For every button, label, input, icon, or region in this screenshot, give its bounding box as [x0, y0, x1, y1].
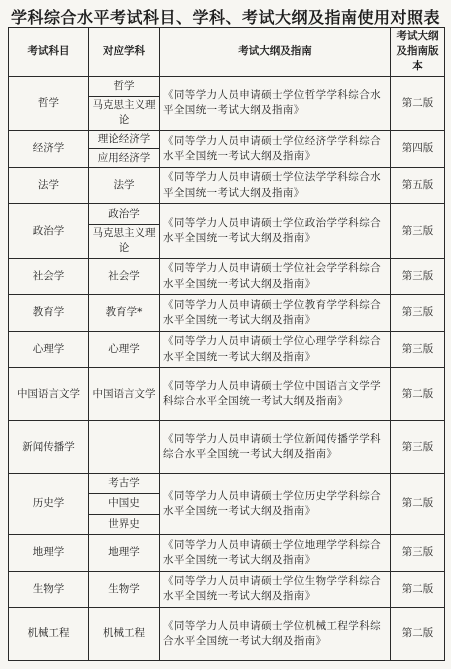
- syllabus-cell: 《同等学力人员申请硕士学位政治学学科综合水平全国统一考试大纲及指南》: [160, 204, 391, 258]
- discipline-cell: 心理学: [89, 331, 160, 368]
- discipline-cell: 中国史: [89, 494, 160, 514]
- discipline-cell: 应用经济学: [89, 149, 160, 168]
- discipline-cell: 生物学: [89, 571, 160, 608]
- table-row: [9, 421, 445, 474]
- discipline-cell: 地理学: [89, 535, 160, 572]
- subject-cell: 机械工程: [9, 608, 89, 661]
- subject-cell: 经济学: [9, 130, 89, 167]
- discipline-cell: 世界史: [89, 514, 160, 534]
- table-row: [9, 130, 445, 149]
- discipline-cell: 马克思主义理论: [89, 224, 160, 258]
- subject-cell: 法学: [9, 167, 89, 204]
- discipline-cell: 政治学: [89, 204, 160, 224]
- comparison-table: [8, 27, 445, 661]
- discipline-cell: 社会学: [89, 258, 160, 295]
- subject-cell: 哲学: [9, 76, 89, 130]
- header-row: [9, 28, 445, 77]
- header-discipline: 对应学科: [89, 28, 160, 77]
- edition-cell: 第三版: [391, 258, 445, 295]
- syllabus-cell: 《同等学力人员申请硕士学位教育学学科综合水平全国统一考试大纲及指南》: [160, 295, 391, 332]
- discipline-cell: 机械工程: [89, 608, 160, 661]
- discipline-cell: [89, 421, 160, 474]
- discipline-cell: 马克思主义理论: [89, 96, 160, 130]
- syllabus-cell: 《同等学力人员申请硕士学位法学学科综合水平全国统一考试大纲及指南》: [160, 167, 391, 204]
- discipline-cell: 法学: [89, 167, 160, 204]
- edition-cell: 第三版: [391, 535, 445, 572]
- subject-cell: 地理学: [9, 535, 89, 572]
- syllabus-cell: 《同等学力人员申请硕士学位历史学学科综合水平全国统一考试大纲及指南》: [160, 474, 391, 535]
- edition-cell: 第二版: [391, 368, 445, 421]
- subject-cell: 历史学: [9, 474, 89, 535]
- discipline-cell: 中国语言文学: [89, 368, 160, 421]
- subject-cell: 社会学: [9, 258, 89, 295]
- edition-cell: 第三版: [391, 295, 445, 332]
- header-edition: 考试大纲及指南版本: [391, 28, 445, 77]
- header-subject: 考试科目: [9, 28, 89, 77]
- edition-cell: 第二版: [391, 571, 445, 608]
- syllabus-cell: 《同等学力人员申请硕士学位哲学学科综合水平全国统一考试大纲及指南》: [160, 76, 391, 130]
- document-title: 学科综合水平考试科目、学科、考试大纲及指南使用对照表: [10, 8, 440, 27]
- table-row: [9, 76, 445, 96]
- syllabus-cell: 《同等学力人员申请硕士学位新闻传播学学科综合水平全国统一考试大纲及指南》: [160, 421, 391, 474]
- syllabus-cell: 《同等学力人员申请硕士学位中国语言文学学科综合水平全国统一考试大纲及指南》: [160, 368, 391, 421]
- syllabus-cell: 《同等学力人员申请硕士学位心理学学科综合水平全国统一考试大纲及指南》: [160, 331, 391, 368]
- edition-cell: 第二版: [391, 474, 445, 535]
- table-row: [9, 204, 445, 224]
- table-row: [9, 331, 445, 368]
- table-row: [9, 258, 445, 295]
- syllabus-cell: 《同等学力人员申请硕士学位经济学学科综合水平全国统一考试大纲及指南》: [160, 130, 391, 167]
- edition-cell: 第二版: [391, 76, 445, 130]
- discipline-cell: 哲学: [89, 76, 160, 96]
- edition-cell: 第三版: [391, 331, 445, 368]
- table-row: [9, 535, 445, 572]
- subject-cell: 新闻传播学: [9, 421, 89, 474]
- table-row: [9, 608, 445, 661]
- edition-cell: 第四版: [391, 130, 445, 167]
- subject-cell: 教育学: [9, 295, 89, 332]
- syllabus-cell: 《同等学力人员申请硕士学位地理学学科综合水平全国统一考试大纲及指南》: [160, 535, 391, 572]
- syllabus-cell: 《同等学力人员申请硕士学位生物学学科综合水平全国统一考试大纲及指南》: [160, 571, 391, 608]
- edition-cell: 第五版: [391, 167, 445, 204]
- discipline-cell: 教育学*: [89, 295, 160, 332]
- subject-cell: 政治学: [9, 204, 89, 258]
- table-row: [9, 571, 445, 608]
- discipline-cell: 考古学: [89, 474, 160, 494]
- header-syllabus: 考试大纲及指南: [160, 28, 391, 77]
- syllabus-cell: 《同等学力人员申请硕士学位社会学学科综合水平全国统一考试大纲及指南》: [160, 258, 391, 295]
- table-row: [9, 295, 445, 332]
- table-row: [9, 368, 445, 421]
- edition-cell: 第三版: [391, 421, 445, 474]
- table-row: [9, 167, 445, 204]
- edition-cell: 第三版: [391, 204, 445, 258]
- discipline-cell: 理论经济学: [89, 130, 160, 149]
- subject-cell: 心理学: [9, 331, 89, 368]
- table-row: [9, 474, 445, 494]
- edition-cell: 第二版: [391, 608, 445, 661]
- subject-cell: 中国语言文学: [9, 368, 89, 421]
- subject-cell: 生物学: [9, 571, 89, 608]
- syllabus-cell: 《同等学力人员申请硕士学位机械工程学科综合水平全国统一考试大纲及指南》: [160, 608, 391, 661]
